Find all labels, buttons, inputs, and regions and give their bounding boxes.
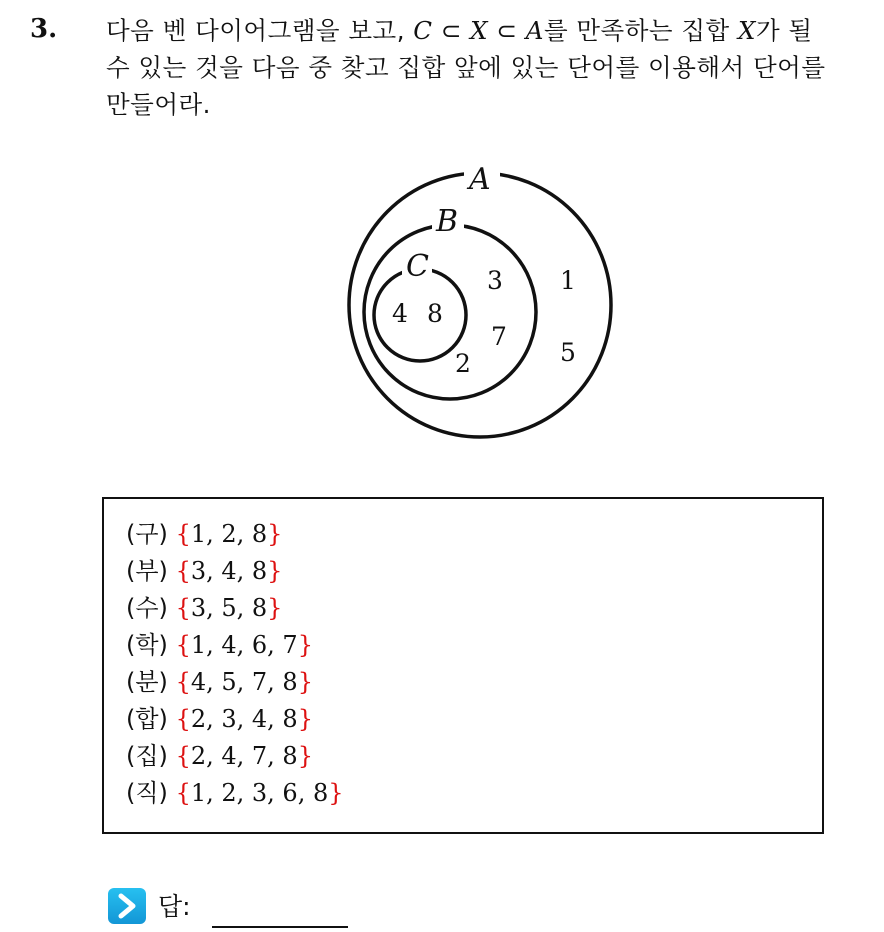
- venn-diagram: [330, 150, 630, 450]
- answer-label: 답:: [158, 892, 191, 921]
- brace-open: {: [175, 557, 191, 585]
- subset-symbol-1: ⊂: [440, 16, 462, 45]
- venn-element: 8: [427, 299, 443, 328]
- option-values: 2, 3, 4, 8: [190, 705, 298, 733]
- question-line1-pre: 다음 벤 다이어그램을 보고,: [106, 16, 414, 45]
- set-x-symbol: X: [470, 16, 489, 45]
- brace-close: }: [297, 742, 313, 770]
- brace-open: {: [175, 668, 191, 696]
- option-row: [126, 556, 282, 586]
- question-line2: 수 있는 것을 다음 중 찾고 집합 앞에 있는 단어를 이용해서 단어를: [106, 53, 826, 82]
- brace-close: }: [267, 594, 283, 622]
- venn-element: 3: [487, 266, 503, 295]
- brace-close: }: [297, 705, 313, 733]
- brace-close: }: [328, 779, 344, 807]
- brace-open: {: [175, 594, 191, 622]
- question-line1-end: 가 될: [755, 16, 813, 45]
- question-number: 3.: [30, 14, 58, 44]
- option-row: [126, 593, 282, 623]
- brace-close: }: [267, 557, 283, 585]
- venn-label-c: C: [406, 249, 429, 284]
- venn-circle-b: [364, 225, 536, 399]
- brace-open: {: [175, 779, 191, 807]
- option-label: (합): [126, 705, 168, 733]
- set-x-symbol-2: X: [737, 16, 756, 45]
- answer-blank[interactable]: [212, 926, 348, 928]
- brace-close: }: [267, 520, 283, 548]
- option-values: 3, 5, 8: [190, 594, 268, 622]
- option-label: (수): [126, 594, 168, 622]
- option-row: [126, 667, 313, 697]
- option-label: (구): [126, 520, 168, 548]
- venn-element: 7: [491, 322, 507, 351]
- option-label: (분): [126, 668, 168, 696]
- option-values: 1, 2, 8: [190, 520, 268, 548]
- venn-element: 1: [560, 266, 576, 295]
- venn-circle-a: [349, 173, 611, 437]
- question-line3: 만들어라.: [106, 90, 211, 119]
- venn-label-b: B: [436, 204, 459, 239]
- brace-open: {: [175, 520, 191, 548]
- brace-close: }: [297, 631, 313, 659]
- option-label: (직): [126, 779, 168, 807]
- chevron-right-icon: [108, 888, 146, 924]
- option-row: [126, 630, 313, 660]
- option-row: [126, 778, 344, 808]
- option-values: 1, 2, 3, 6, 8: [190, 779, 329, 807]
- option-values: 3, 4, 8: [190, 557, 268, 585]
- question-text: [106, 12, 866, 123]
- venn-element: 5: [560, 338, 576, 367]
- set-a-symbol: A: [525, 16, 544, 45]
- brace-open: {: [175, 705, 191, 733]
- brace-close: }: [297, 668, 313, 696]
- option-label: (부): [126, 557, 168, 585]
- option-row: [126, 704, 313, 734]
- option-values: 4, 5, 7, 8: [190, 668, 298, 696]
- option-label: (집): [126, 742, 168, 770]
- subset-symbol-2: ⊂: [496, 16, 518, 45]
- set-c-symbol: C: [413, 16, 433, 45]
- venn-element: 2: [455, 349, 471, 378]
- option-values: 2, 4, 7, 8: [190, 742, 298, 770]
- question-line1-post: 를 만족하는 집합: [543, 16, 738, 45]
- venn-label-a: A: [469, 162, 491, 197]
- brace-open: {: [175, 631, 191, 659]
- brace-open: {: [175, 742, 191, 770]
- option-label: (학): [126, 631, 168, 659]
- options-box: [102, 497, 824, 834]
- option-values: 1, 4, 6, 7: [190, 631, 298, 659]
- option-row: [126, 741, 313, 771]
- venn-element: 4: [392, 299, 408, 328]
- option-row: [126, 519, 282, 549]
